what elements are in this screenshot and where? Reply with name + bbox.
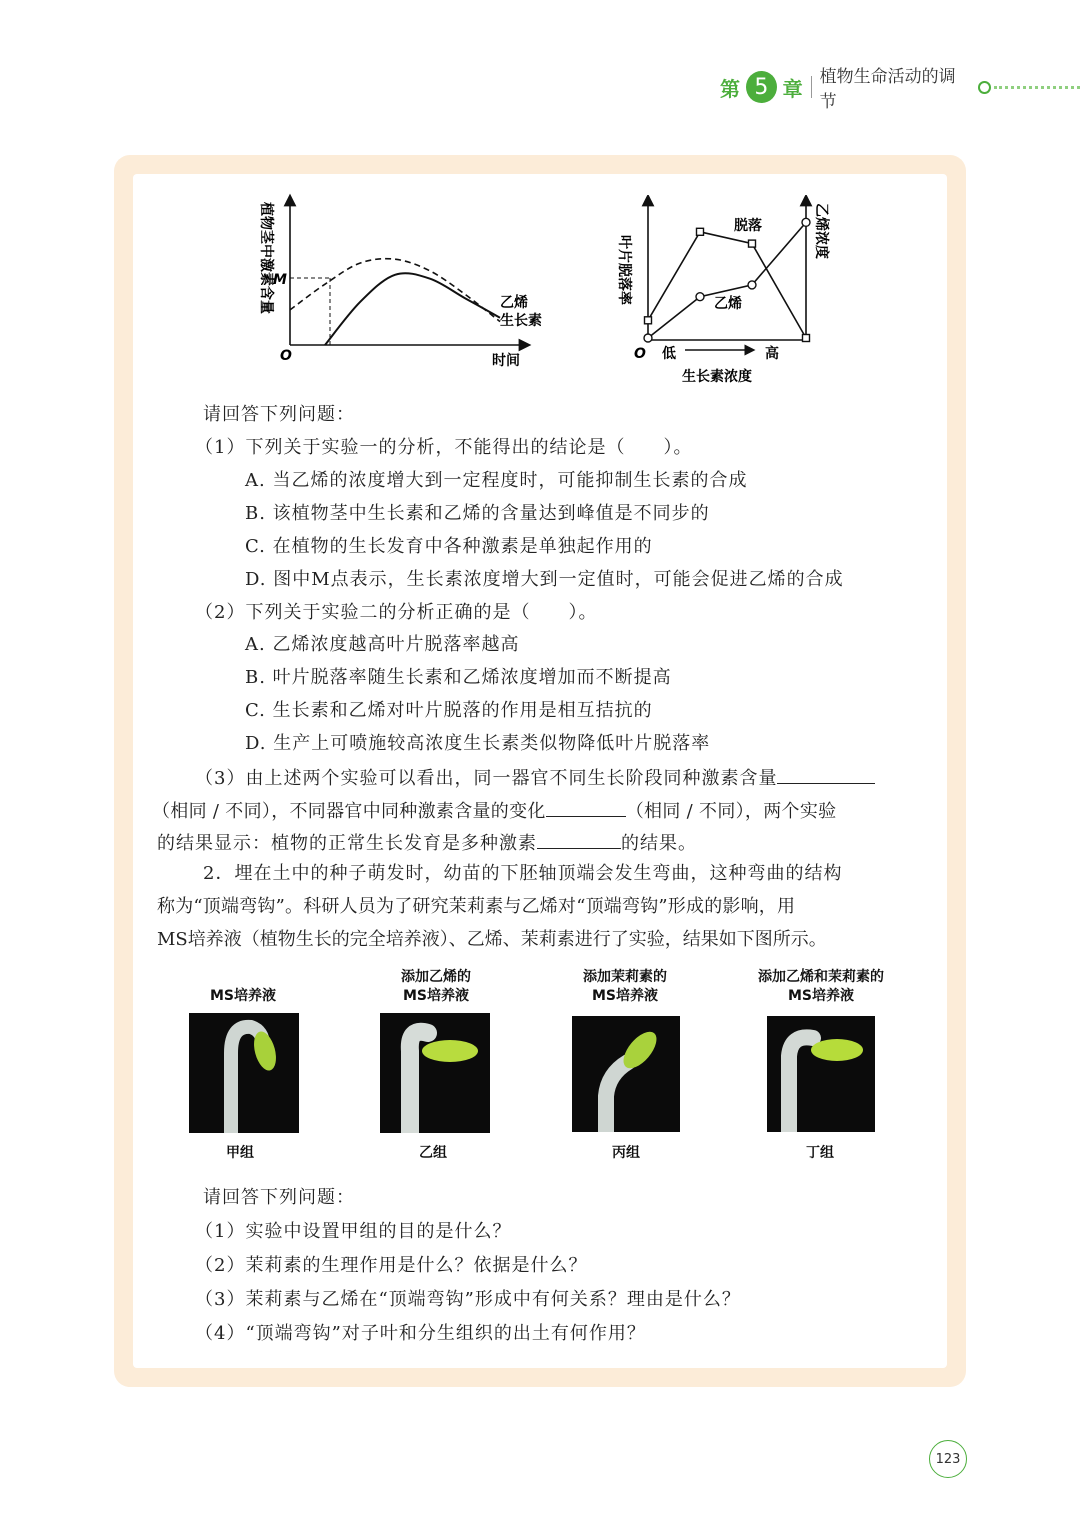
seedling-photo-group-a [189, 1013, 299, 1133]
group-d-label: 丁组 [806, 1145, 834, 1161]
q1-intro: 请回答下列问题： [203, 404, 355, 425]
q1-part3-line3-text-b: 的结果。 [621, 833, 697, 854]
q1-part2-option-d: D. 生产上可喷施较高浓度生长素类似物降低叶片脱落率 [245, 733, 711, 754]
q2-question-3: （3）茉莉素与乙烯在“顶端弯钩”形成中有何关系？理由是什么？ [195, 1289, 741, 1310]
group-d-caption [731, 968, 911, 1006]
caption-line2: MS培养液 [787, 988, 854, 1004]
data-point-square [697, 228, 704, 235]
x-low-label: 低 [662, 346, 676, 362]
q1-part3-line3 [157, 830, 697, 856]
header-dot-icon [978, 81, 991, 94]
origin-label: O [634, 346, 646, 362]
caption-line1: 添加茉莉素的 [583, 969, 667, 985]
data-point-square [803, 335, 810, 342]
group-c-caption [535, 968, 715, 1006]
chapter-header [720, 67, 1080, 112]
x-axis-label: 时间 [492, 353, 520, 369]
q1-part3-line3-text-a: 的结果显示：植物的正常生长发育是多种激素 [157, 833, 537, 854]
answer-blank[interactable] [537, 830, 621, 849]
right-y-axis-label: 乙烯浓度 [813, 203, 829, 259]
origin-label: O [280, 348, 292, 364]
q1-part2-option-b: B. 叶片脱落率随生长素和乙烯浓度增加而不断提高 [245, 667, 672, 688]
q1-part1-option-d: D. 图中M点表示，生长素浓度增大到一定值时，可能会促进乙烯的合成 [245, 569, 844, 590]
data-point-circle [802, 218, 810, 226]
q1-part3-line1 [195, 765, 875, 791]
caption-line2: MS培养液 [591, 988, 658, 1004]
caption-line2: MS培养液 [402, 988, 469, 1004]
group-a-label: 甲组 [226, 1145, 254, 1161]
y-axis-label: 植物茎中激素含量 [258, 202, 274, 314]
seedling-photo-group-c [572, 1016, 680, 1132]
group-b-caption [346, 968, 526, 1006]
series-auxin-line [290, 259, 500, 322]
q1-part2-option-a: A. 乙烯浓度越高叶片脱落率越高 [245, 634, 520, 655]
series-abscission-line [648, 232, 806, 338]
caption-line2: MS培养液 [209, 988, 276, 1004]
m-point-label: M [273, 272, 287, 288]
q2-line3: MS培养液（植物生长的完全培养液）、乙烯、茉莉素进行了实验，结果如下图所示。 [157, 929, 827, 950]
data-point-square [645, 317, 652, 324]
q2-line2: 称为“顶端弯钩”。科研人员为了研究茉莉素与乙烯对“顶端弯钩”形成的影响，用 [157, 896, 796, 917]
legend-ethylene: 乙烯 [500, 295, 528, 311]
chapter-title: 植物生命活动的调节 [819, 67, 956, 112]
series-ethylene-line [325, 273, 500, 345]
group-b-label: 乙组 [419, 1145, 447, 1161]
chapter-prefix: 第 [720, 76, 740, 101]
data-point-circle [696, 293, 704, 301]
q2-question-2: （2）茉莉素的生理作用是什么？依据是什么？ [195, 1255, 588, 1276]
header-divider [811, 76, 812, 98]
q1-part3-line2-text-a: （相同 / 不同），不同器官中同种激素含量的变化 [152, 801, 546, 822]
q1-part1-option-b: B. 该植物茎中生长素和乙烯的含量达到峰值是不同步的 [245, 503, 710, 524]
data-point-square [749, 240, 756, 247]
q1-part2-option-c: C. 生长素和乙烯对叶片脱落的作用是相互拮抗的 [245, 700, 653, 721]
q1-part1-option-c: C. 在植物的生长发育中各种激素是单独起作用的 [245, 536, 653, 557]
q1-part3-line2 [152, 798, 836, 824]
legend-auxin: 生长素 [500, 313, 542, 329]
series-ethylene-label: 乙烯 [714, 296, 742, 312]
page-number: 123 [929, 1440, 967, 1478]
seedling-photo-group-b [380, 1013, 490, 1133]
header-dotted-line [994, 86, 1080, 89]
caption-line1: 添加乙烯和茉莉素的 [758, 969, 884, 985]
chapter-number-badge: 5 [746, 71, 777, 103]
series-abscission-label: 脱落 [734, 218, 762, 234]
q2-intro: 请回答下列问题： [203, 1187, 355, 1208]
chart-hormone-content [240, 190, 560, 375]
chart-leaf-abscission [610, 195, 850, 390]
q1-part1-option-a: A. 当乙烯的浓度增大到一定程度时，可能抑制生长素的合成 [245, 470, 748, 491]
q1-part3-line1-text: （3）由上述两个实验可以看出，同一器官不同生长阶段同种激素含量 [195, 768, 778, 789]
group-c-label: 丙组 [612, 1145, 640, 1161]
seedling-photo-group-d [767, 1016, 875, 1132]
q2-question-1: （1）实验中设置甲组的目的是什么？ [195, 1221, 512, 1242]
data-point-circle [644, 334, 652, 342]
q1-part1-stem: （1）下列关于实验一的分析，不能得出的结论是（ ）。 [195, 437, 693, 458]
data-point-circle [748, 281, 756, 289]
chapter-suffix: 章 [782, 76, 803, 101]
group-a-caption [153, 968, 333, 1006]
answer-blank[interactable] [546, 798, 626, 817]
q2-question-4: （4）“顶端弯钩”对子叶和分生组织的出土有何作用？ [195, 1323, 646, 1344]
q1-part2-stem: （2）下列关于实验二的分析正确的是（ ）。 [195, 602, 598, 623]
q1-part3-line2-text-b: （相同 / 不同），两个实验 [625, 801, 837, 822]
x-axis-label: 生长素浓度 [682, 369, 752, 385]
q2-line1: 2．埋在土中的种子萌发时，幼苗的下胚轴顶端会发生弯曲，这种弯曲的结构 [203, 863, 843, 884]
caption-line1: 添加乙烯的 [401, 969, 471, 985]
x-high-label: 高 [765, 346, 779, 362]
left-y-axis-label: 叶片脱落率 [616, 235, 632, 305]
answer-blank[interactable] [777, 765, 875, 784]
